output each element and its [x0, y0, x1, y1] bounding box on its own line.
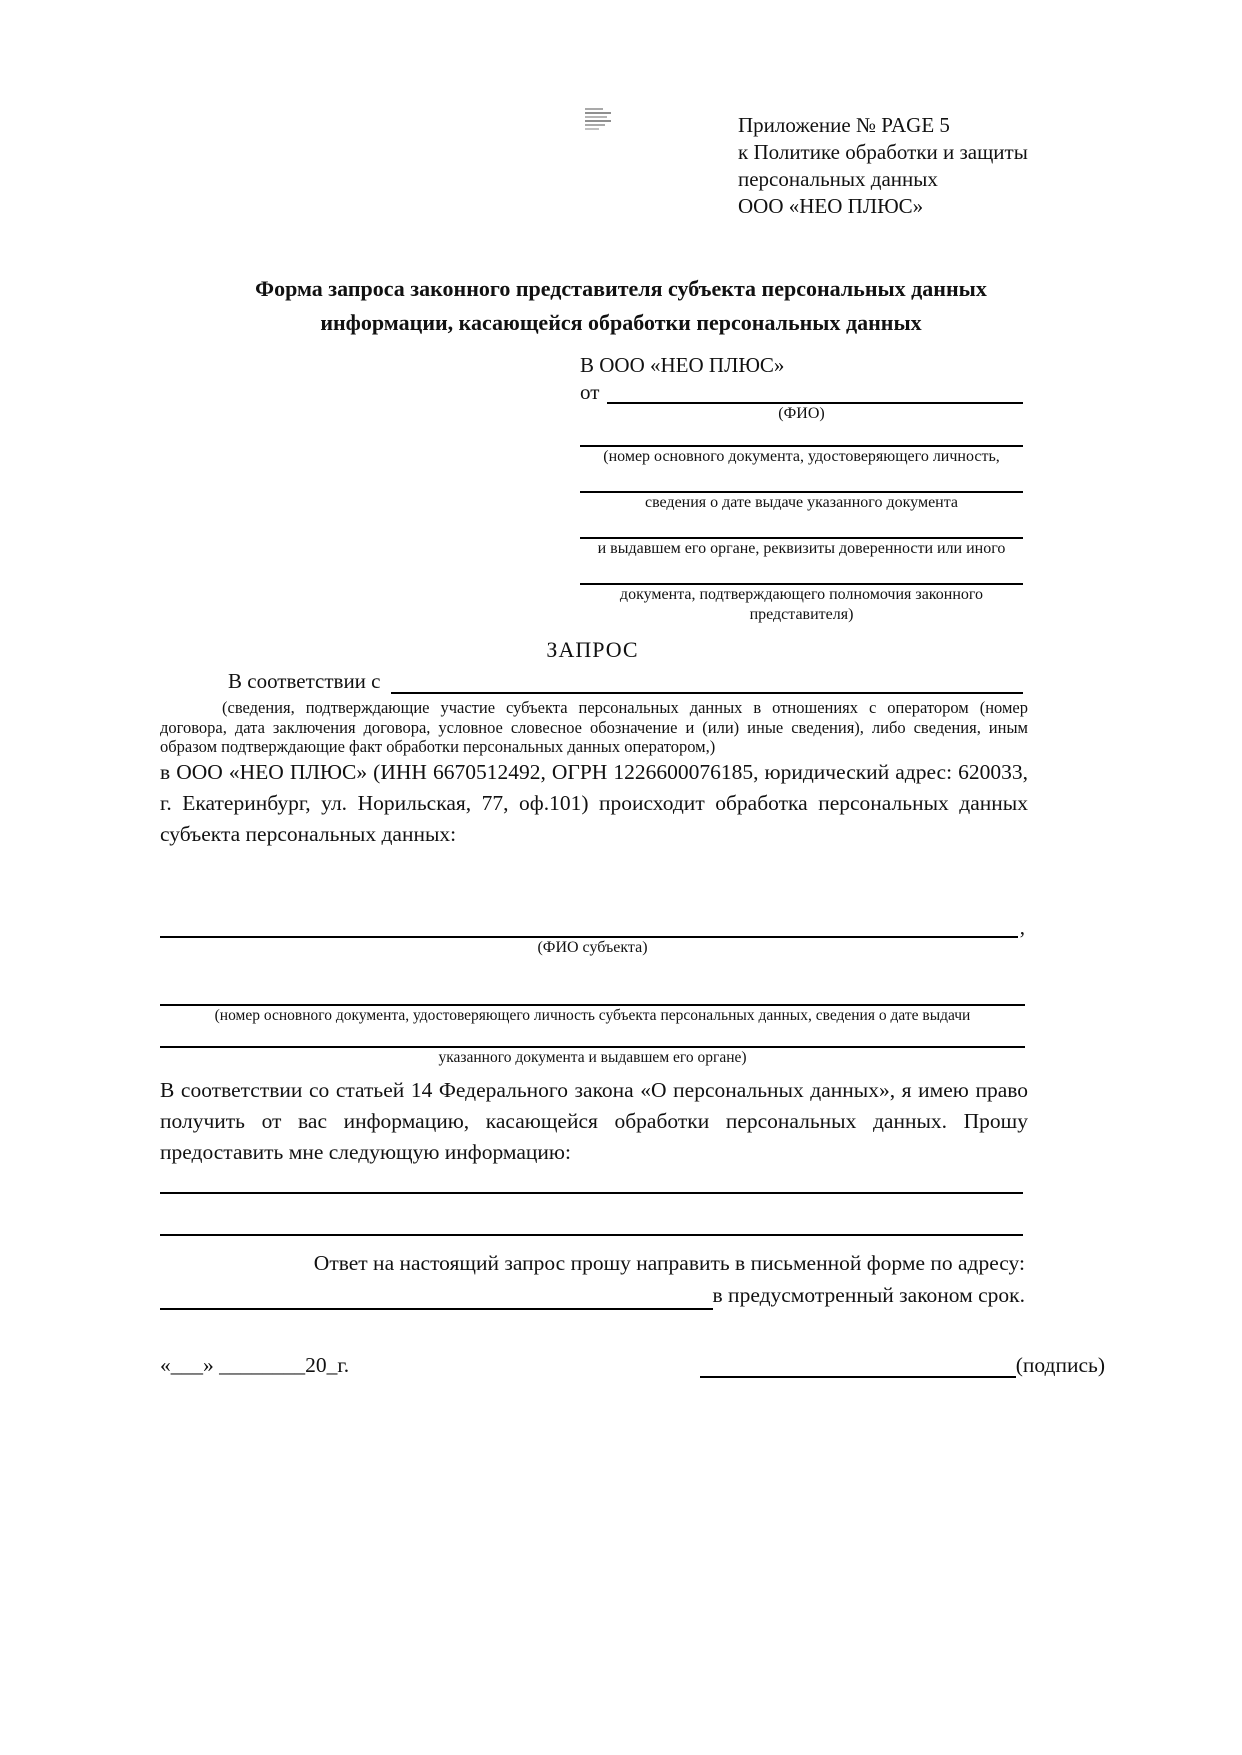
subject-document-block	[160, 980, 1025, 1068]
fill-line-subject-document	[160, 980, 1025, 1006]
caption-document-number: (номер основного документа, удостоверяющего личность,	[603, 448, 1000, 465]
fill-line-basis	[391, 692, 1024, 694]
caption-issuing-authority: и выдавшем его органе, реквизиты доверенности или иного	[597, 540, 1006, 557]
fill-line-signature	[700, 1352, 1016, 1378]
footer-row	[160, 1352, 1105, 1378]
fill-line-address	[160, 1308, 713, 1310]
according-row	[160, 666, 1023, 694]
answer-line2-suffix: в предусмотренный законом срок.	[712, 1283, 1025, 1307]
fill-line-power-of-attorney	[580, 559, 1023, 585]
from-row	[580, 378, 1023, 404]
operator-paragraph: в ООО «НЕО ПЛЮС» (ИНН 6670512492, ОГРН 1226600076185, юридический адрес: 620033, г. Екатеринбург, ул. Норильская, 77, оф.101) происходит обработка персональных данных субъекта персональных данных:	[160, 760, 1028, 846]
appendix-line: персональных данных	[738, 167, 938, 191]
request-heading: ЗАПРОС	[546, 637, 639, 662]
appendix-line: к Политике обработки и защиты	[738, 140, 1028, 164]
answer-line2	[160, 1278, 1025, 1310]
caption-signature: (подпись)	[1015, 1353, 1105, 1377]
subject-fio-block	[160, 912, 1025, 958]
document-title-line2: информации, касающейся обработки персональных данных	[320, 310, 922, 335]
appendix-line: ООО «НЕО ПЛЮС»	[738, 194, 924, 218]
appendix-line: Приложение № PAGE 5	[738, 113, 950, 137]
fill-line-issuing-authority	[580, 513, 1023, 539]
caption-subject-document-2: указанного документа и выдавшем его органе)	[438, 1049, 747, 1066]
embedded-object-icon	[585, 106, 611, 132]
signature-group	[700, 1352, 1105, 1378]
trailing-comma: ,	[1019, 915, 1025, 939]
caption-subject-fio: (ФИО субъекта)	[537, 939, 648, 956]
law-paragraph: В соответствии со статьей 14 Федерального закона «О персональных данных», я имею право получить от вас информацию, касающейся обработки персональных данных. Прошу предоставить мне следующую информацию:	[160, 1078, 1028, 1164]
appendix-header	[738, 112, 1068, 220]
fill-line-requested-info-1	[160, 1168, 1023, 1194]
fill-line-document-number	[580, 424, 1023, 447]
from-label: от	[580, 380, 600, 404]
fill-line-requested-info-2	[160, 1210, 1023, 1236]
answer-block	[160, 1248, 1025, 1310]
basis-footnote: (сведения, подтверждающие участие субъекта персональных данных в отношениях с оператором (номер договора, дата заключения договора, условное словесное обозначение и (или) иные сведения), либо сведения, иным образом подтверждающие факт обработки персональных данных оператором,)	[160, 698, 1028, 756]
caption-subject-document-1: (номер основного документа, удостоверяющего личность субъекта персональных данных, сведения о дате выдачи	[214, 1007, 971, 1024]
document-title-line1: Форма запроса законного представителя субъекта персональных данных	[255, 276, 987, 301]
fill-line-issue-date	[580, 467, 1023, 493]
answer-line1: Ответ на настоящий запрос прошу направить в письменной форме по адресу:	[313, 1251, 1025, 1275]
addressee-block	[580, 352, 1023, 625]
according-label: В соответствии с	[228, 669, 381, 693]
caption-power-of-attorney: документа, подтверждающего полномочия законного представителя)	[619, 586, 984, 623]
addressee-to: В ООО «НЕО ПЛЮС»	[580, 353, 785, 377]
caption-issue-date: сведения о дате выдаче указанного документа	[644, 494, 959, 511]
fill-line-subject-document-2	[160, 1026, 1025, 1048]
fill-row-subject-fio	[160, 912, 1025, 938]
caption-fio: (ФИО)	[778, 405, 825, 422]
date-line: «___» ________20_г.	[160, 1353, 350, 1377]
document-title	[120, 272, 1122, 340]
